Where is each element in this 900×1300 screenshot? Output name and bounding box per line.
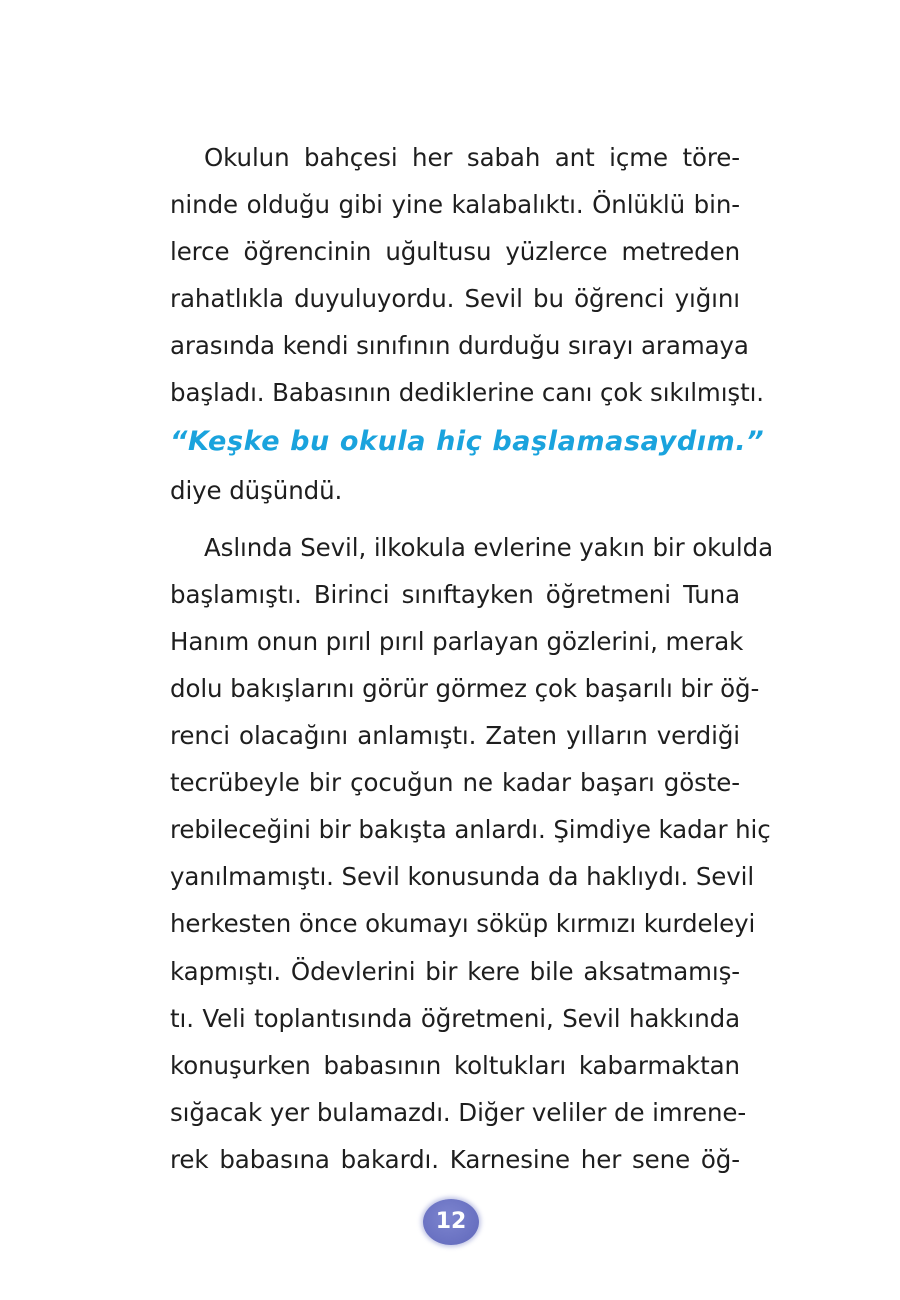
text-line: diye düşündü. [170, 475, 343, 505]
text-line: Okulun bahçesi her sabah ant içme töre- [204, 143, 740, 172]
text-line: rahatlıkla duyuluyordu. Sevil bu öğrenci yığını [170, 284, 740, 314]
text-line: konuşurken babasının koltukları kabarmaktan [170, 1050, 740, 1080]
page-number-badge [423, 1199, 479, 1245]
text-line: herkesten önce okumayı söküp kırmızı kurdeleyi [170, 909, 756, 939]
text-line: arasında kendi sınıfının durduğu sırayı aramaya [170, 331, 749, 361]
paragraph-spacer [170, 514, 740, 524]
text-line: dolu bakışlarını görür görmez çok başarılı bir öğ- [170, 673, 760, 703]
text-line: rebileceğini bir bakışta anlardı. Şimdiye kadar hiç [170, 815, 771, 845]
text-line: başlamıştı. Birinci sınıftayken öğretmeni Tuna [170, 579, 740, 609]
text-line: tı. Veli toplantısında öğretmeni, Sevil hakkında [170, 1003, 740, 1033]
text-line: renci olacağını anlamıştı. Zaten yılların verdiği [170, 721, 740, 751]
text-line: Aslında Sevil, ilkokula evlerine yakın bir okulda [204, 532, 774, 562]
text-line: yanılmamıştı. Sevil konusunda da haklıydı. Sevil [170, 862, 755, 892]
paragraph-2 [170, 524, 774, 1183]
page-number: 12 [435, 1209, 467, 1234]
text-line: rek babasına bakardı. Karnesine her sene öğ- [170, 1144, 740, 1174]
highlighted-quote: “Keşke bu okula hiç başlamasaydım.” [170, 425, 765, 457]
paragraph-1 [170, 134, 765, 514]
text-line: kapmıştı. Ödevlerini bir kere bile aksatmamış- [170, 956, 740, 986]
text-line: sığacak yer bulamazdı. Diğer veliler de imrene- [170, 1097, 747, 1127]
body-text [170, 134, 774, 1183]
text-line: lerce öğrencinin uğultusu yüzlerce metreden [170, 237, 740, 267]
text-line: başladı. Babasının dediklerine canı çok sıkılmıştı. [170, 378, 764, 408]
text-line: Hanım onun pırıl pırıl parlayan gözlerini, merak [170, 626, 744, 656]
text-line: ninde olduğu gibi yine kalabalıktı. Önlüklü bin- [170, 190, 740, 220]
text-line: tecrübeyle bir çocuğun ne kadar başarı göste- [170, 768, 740, 798]
